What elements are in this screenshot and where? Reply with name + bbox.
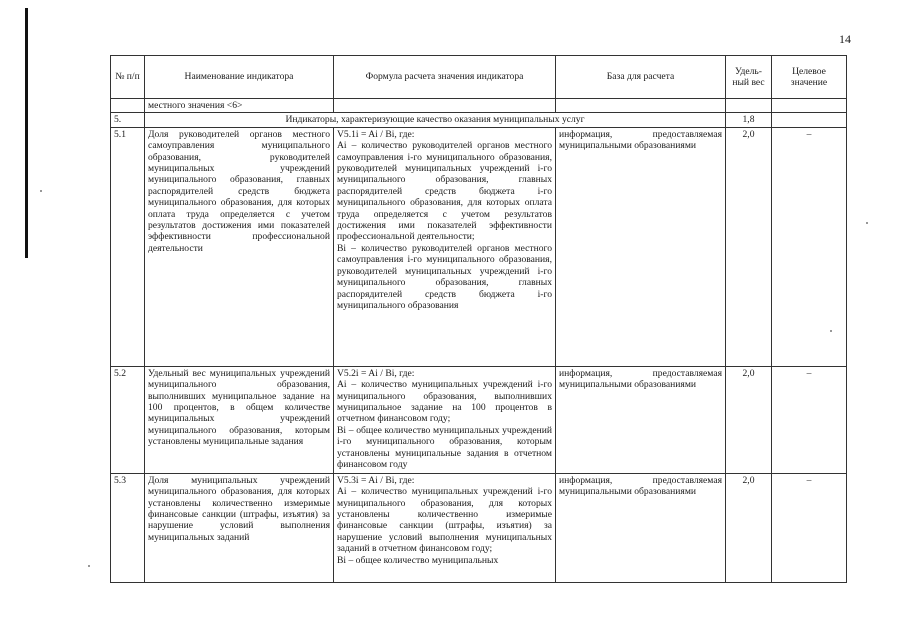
row-target: – [772, 473, 847, 582]
header-target: Целевое значение [772, 56, 847, 99]
formula-b: Bi – общее количество муниципальных [337, 554, 499, 566]
continuation-text: местного значения <6> [145, 99, 334, 113]
indicators-table [110, 55, 847, 583]
page-number: 14 [839, 32, 851, 46]
formula-a: Ai – количество руководителей органов местного самоуправления i-го муниципального образования, руководителей муниципальных учреждений i-го муниципального образования, главных распорядителей средств бюджета i-го муниципального образования, для которых оплата труда определяется с учетом результатов достижения ими показателей эффективности профессиональной деятельности; [337, 140, 552, 243]
header-name: Наименование индикатора [145, 56, 334, 99]
calc-base: информация, предоставляемая муниципальными образованиями [556, 127, 726, 366]
formula-a: Ai – количество муниципальных учреждений i-го муниципального образования, выполнивших муниципальное задание на 100 процентов в отчетном финансовом году; [337, 379, 552, 425]
table-row [111, 127, 847, 366]
formula-b: Bi – количество руководителей органов местного самоуправления i-го муниципального образования, руководителей муниципальных учреждений i-го муниципального образования, главных распорядителей средств бюджета i-го муниципального образования [337, 242, 552, 311]
row-weight: 2,0 [726, 473, 772, 582]
header-base: База для расчета [556, 56, 726, 99]
scan-speck [40, 190, 42, 192]
row-num: 5.1 [111, 127, 145, 366]
formula-head: V5.2i = Ai / Bi, где: [337, 367, 415, 379]
table-row [111, 473, 847, 582]
scan-binding-edge [25, 8, 28, 258]
row-weight: 2,0 [726, 127, 772, 366]
section-num: 5. [111, 113, 145, 127]
header-formula: Формула расчета значения индикатора [334, 56, 556, 99]
row-weight: 2,0 [726, 366, 772, 473]
section-row [111, 113, 847, 127]
formula-head: V5.1i = Ai / Bi, где: [337, 128, 415, 140]
row-num: 5.2 [111, 366, 145, 473]
continuation-row [111, 99, 847, 113]
header-row [111, 56, 847, 99]
scan-speck [88, 565, 90, 567]
indicator-formula [334, 366, 556, 473]
row-target: – [772, 127, 847, 366]
header-num: № п/п [111, 56, 145, 99]
indicator-formula [334, 127, 556, 366]
calc-base: информация, предоставляемая муниципальными образованиями [556, 473, 726, 582]
indicator-name: Доля муниципальных учреждений муниципального образования, для которых установлены количественно измеримые финансовые санкции (штрафы, изъятия) за нарушение условий выполнения муниципальных заданий [145, 473, 334, 582]
table-row [111, 366, 847, 473]
calc-base: информация, предоставляемая муниципальными образованиями [556, 366, 726, 473]
formula-b: Bi – общее количество муниципальных учреждений i-го муниципального образования, которым установлены муниципальные задания в отчетном финансовом году [337, 424, 552, 471]
section-weight: 1,8 [726, 113, 772, 127]
formula-head: V5.3i = Ai / Bi, где: [337, 474, 415, 486]
row-num: 5.3 [111, 473, 145, 582]
scan-speck [866, 222, 868, 224]
indicator-formula [334, 473, 556, 582]
row-target: – [772, 366, 847, 473]
indicator-name: Удельный вес муниципальных учреждений муниципального образования, выполнивших муниципальное задание на 100 процентов, в общем количестве муниципальных учреждений муниципального образования, которым установлены муниципальные задания [145, 366, 334, 473]
header-weight: Удель-ный вес [726, 56, 772, 99]
section-title: Индикаторы, характеризующие качество оказания муниципальных услуг [145, 113, 726, 127]
formula-a: Ai – количество муниципальных учреждений i-го муниципального образования, для которых установлены количественно измеримые финансовые санкции (штрафы, изъятия) за нарушение условий выполнения муниципальных заданий в отчетном финансовом году; [337, 486, 552, 555]
indicator-name: Доля руководителей органов местного самоуправления муниципального образования, руководителей муниципальных учреждений муниципального образования, главных распорядителей средств бюджета муниципального образования, для которых оплата труда определяется с учетом результатов достижения ими показателей эффективности профессиональной деятельности [145, 127, 334, 366]
